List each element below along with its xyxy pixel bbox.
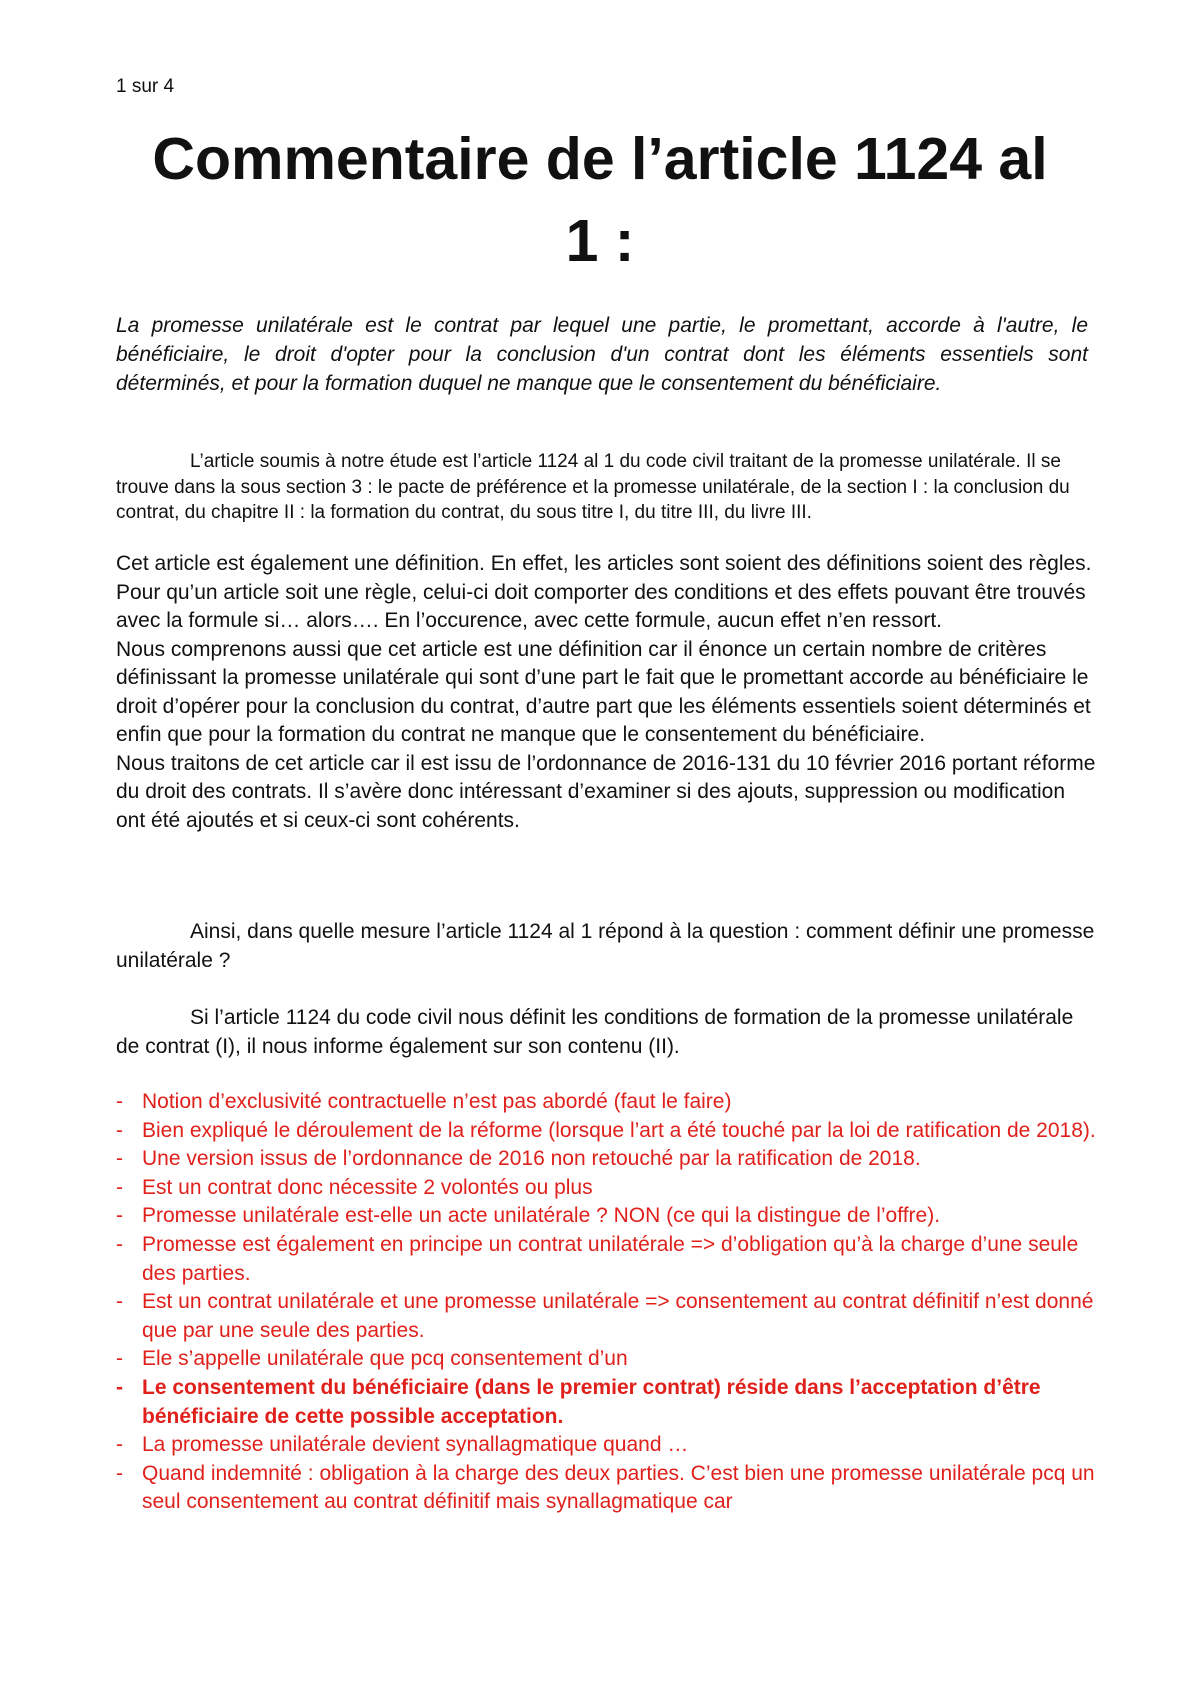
note-item — [116, 1431, 1106, 1460]
body-paragraph-criteria: Nous comprenons aussi que cet article est une définition car il énonce un certain nombre de critères définissant la promesse unilatérale qui sont d’une part le fait que le promettant accorde au bénéficiaire le droit d’opérer pour la conclusion du contrat, d’autre part que les éléments essentiels soient déterminés et enfin que pour la formation du contrat ne manque que le consentement du bénéficiaire. — [116, 637, 1091, 746]
note-item — [116, 1145, 1106, 1174]
note-text: Quand indemnité : obligation à la charge des deux parties. C’est bien une promesse unilatérale pcq un seul consentement au contrat définitif mais synallagmatique car — [142, 1461, 1095, 1514]
title-line-2: 1 : — [565, 208, 635, 274]
dash-bullet-icon: - — [116, 1290, 123, 1314]
note-text: Promesse est également en principe un contrat unilatérale => d’obligation qu’à la charge d’une seule des parties. — [142, 1232, 1079, 1285]
page-number: 1 sur 4 — [116, 76, 175, 97]
dash-bullet-icon: - — [116, 1118, 123, 1142]
dash-bullet-icon: - — [116, 1433, 123, 1457]
dash-bullet-icon: - — [116, 1204, 123, 1228]
red-notes-list — [116, 1088, 1106, 1517]
note-item — [116, 1202, 1106, 1231]
dash-bullet-icon: - — [116, 1232, 123, 1256]
dash-bullet-icon: - — [116, 1347, 123, 1371]
note-text: Promesse unilatérale est-elle un acte unilatérale ? NON (ce qui la distingue de l’offre). — [142, 1204, 941, 1228]
body-paragraph-reform: Nous traitons de cet article car il est issu de l’ordonnance de 2016-131 du 10 février 2016 portant réforme du droit des contrats. Il s’avère donc intéressant d’examiner si des ajouts, suppression ou modification ont été ajoutés et si ceux-ci sont cohérents. — [116, 751, 1096, 832]
article-context-paragraph: L’article soumis à notre étude est l’article 1124 al 1 du code civil traitant de la promesse unilatérale. Il se trouve dans la sous section 3 : le pacte de préférence et la promesse unilatérale, de la section I : la conclusion du contrat, du chapitre II : la formation du contrat, du sous titre I, du titre III, du livre III. — [116, 451, 1070, 523]
note-item — [116, 1460, 1106, 1517]
dash-bullet-icon: - — [116, 1175, 123, 1199]
note-item — [116, 1174, 1106, 1203]
note-text: Une version issus de l’ordonnance de 2016 non retouché par la ratification de 2018. — [142, 1147, 921, 1171]
note-text: Le consentement du bénéficiaire (dans le premier contrat) réside dans l’acceptation d’être bénéficiaire de cette possible acceptation. — [142, 1375, 1041, 1428]
note-text: Est un contrat unilatérale et une promesse unilatérale => consentement au contrat définitif n’est donné que par une seule des parties. — [142, 1290, 1094, 1342]
note-text: La promesse unilatérale devient synallagmatique quand … — [142, 1433, 689, 1457]
note-text: Bien expliqué le déroulement de la réforme (lorsque l’art a été touché par la loi de ratification de 2018). — [142, 1118, 1096, 1142]
article-definition-quote: La promesse unilatérale est le contrat par lequel une partie, le promettant, accorde à l'autre, le bénéficiaire, le droit d'opter pour la conclusion d'un contrat dont les éléments essentiels sont déterminés, et pour la formation duquel ne manque que le consentement du bénéficiaire. — [116, 314, 1088, 395]
note-item — [116, 1288, 1106, 1345]
note-item — [116, 1088, 1106, 1117]
commentary-body — [116, 550, 1096, 835]
dash-bullet-icon: - — [116, 1461, 123, 1485]
dash-bullet-icon: - — [116, 1147, 123, 1171]
document-title — [100, 118, 1100, 282]
note-item — [116, 1231, 1106, 1288]
plan-announcement: Si l’article 1124 du code civil nous définit les conditions de formation de la promesse unilatérale de contrat (I), il nous informe également sur son contenu (II). — [116, 1006, 1074, 1058]
title-line-1: Commentaire de l’article 1124 al — [152, 126, 1048, 192]
dash-bullet-icon: - — [116, 1375, 123, 1399]
problematique-question: Ainsi, dans quelle mesure l’article 1124 al 1 répond à la question : comment définir une promesse unilatérale ? — [116, 920, 1095, 972]
note-item-bold — [116, 1374, 1106, 1431]
note-item — [116, 1345, 1106, 1374]
body-paragraph-definition: Cet article est également une définition. En effet, les articles sont soient des définitions soient des règles. Pour qu’un article soit une règle, celui-ci doit comporter des conditions et des effets pouvant être trouvés avec la formule si… alors…. En l’occurence, avec cette formule, aucun effet n’en ressort. — [116, 552, 1092, 632]
note-item — [116, 1117, 1106, 1146]
note-text: Notion d’exclusivité contractuelle n’est pas abordé (faut le faire) — [142, 1090, 732, 1113]
note-text: Ele s’appelle unilatérale que pcq consentement d’un — [142, 1347, 628, 1371]
note-text: Est un contrat donc nécessite 2 volontés ou plus — [142, 1175, 593, 1199]
dash-bullet-icon: - — [116, 1090, 123, 1113]
